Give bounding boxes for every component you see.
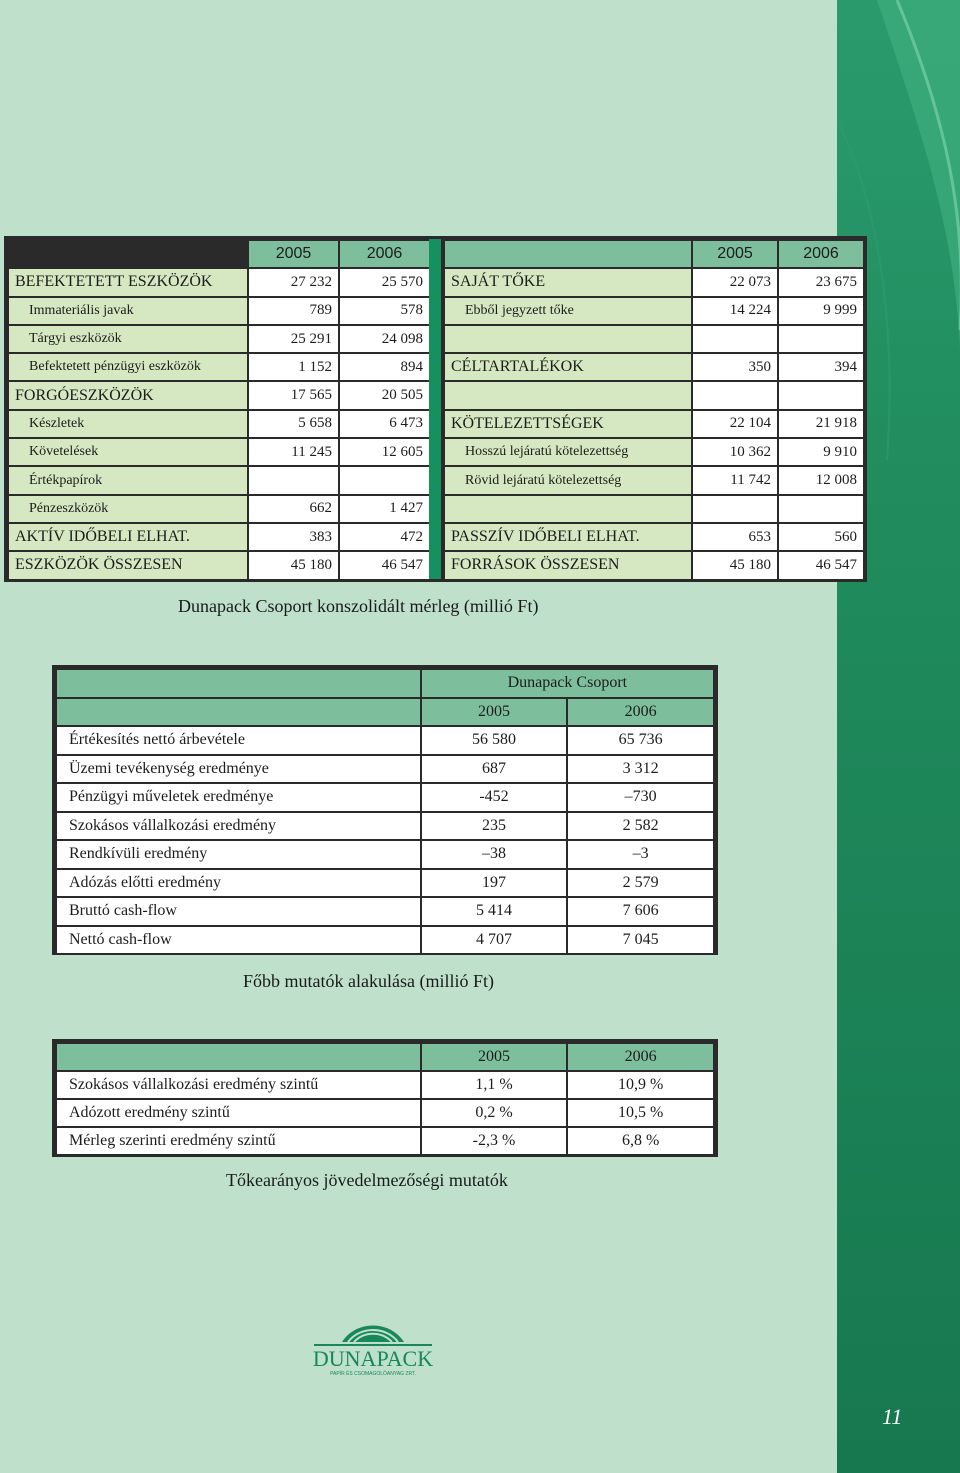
table-row (57, 784, 713, 811)
table-row (9, 382, 429, 408)
value-cell: 46 547 (340, 552, 429, 578)
row-label (445, 496, 691, 522)
year-header: 2006 (568, 699, 713, 726)
value-cell: 3 312 (568, 756, 713, 783)
value-cell (779, 496, 863, 522)
side-panel (837, 0, 960, 1473)
value-cell: 1 427 (340, 496, 429, 522)
value-cell: 14 224 (693, 298, 777, 324)
value-cell: 25 291 (249, 326, 338, 352)
key-indicators-table (52, 665, 718, 955)
value-cell: 24 098 (340, 326, 429, 352)
row-label: Szokásos vállalkozási eredmény (57, 813, 420, 840)
value-cell: 4 707 (422, 927, 567, 954)
value-cell: 5 414 (422, 898, 567, 925)
table-row (445, 298, 863, 324)
row-label: Pénzeszközök (9, 496, 247, 522)
row-label: Követelések (9, 439, 247, 465)
row-label: FORGÓESZKÖZÖK (9, 382, 247, 408)
table-row (9, 326, 429, 352)
row-label: KÖTELEZETTSÉGEK (445, 411, 691, 437)
table-row (9, 439, 429, 465)
table-row (445, 382, 863, 408)
row-label: Immateriális javak (9, 298, 247, 324)
table-row (9, 496, 429, 522)
value-cell: 46 547 (779, 552, 863, 578)
value-cell: 65 736 (568, 727, 713, 754)
row-label: Készletek (9, 411, 247, 437)
value-cell: 653 (693, 524, 777, 550)
table-row (57, 927, 713, 954)
row-label: Nettó cash-flow (57, 927, 420, 954)
value-cell: 7 606 (568, 898, 713, 925)
row-label: Bruttó cash-flow (57, 898, 420, 925)
value-cell: 894 (340, 354, 429, 380)
row-label: AKTÍV IDŐBELI ELHAT. (9, 524, 247, 550)
year-header: 2005 (693, 241, 777, 267)
profitability-caption: Tőkearányos jövedelmezőségi mutatók (226, 1170, 508, 1190)
table-row (445, 269, 863, 295)
value-cell: 662 (249, 496, 338, 522)
value-cell (249, 467, 338, 493)
table-row (57, 1128, 713, 1154)
value-cell: -452 (422, 784, 567, 811)
value-cell: 1,1 % (422, 1072, 567, 1098)
value-cell: –3 (568, 841, 713, 868)
row-label: Befektetett pénzügyi eszközök (9, 354, 247, 380)
table-row (9, 467, 429, 493)
value-cell: 11 245 (249, 439, 338, 465)
value-cell: 20 505 (340, 382, 429, 408)
value-cell: 22 073 (693, 269, 777, 295)
svg-text:PAPÍR ÉS CSOMAGOLÓANYAG ZRT.: PAPÍR ÉS CSOMAGOLÓANYAG ZRT. (330, 1371, 416, 1377)
value-cell: 10 362 (693, 439, 777, 465)
value-cell: 45 180 (249, 552, 338, 578)
value-cell: –730 (568, 784, 713, 811)
year-header: 2005 (249, 241, 338, 267)
row-label: Értékpapírok (9, 467, 247, 493)
header-blank (57, 1044, 420, 1070)
table-row (9, 354, 429, 380)
row-label: CÉLTARTALÉKOK (445, 354, 691, 380)
row-label: Szokásos vállalkozási eredmény szintű (57, 1072, 420, 1098)
table-row (57, 727, 713, 754)
row-label: Rövid lejáratú kötelezettség (445, 467, 691, 493)
svg-text:DUNAPACK: DUNAPACK (312, 1346, 434, 1371)
liabilities-section (443, 239, 864, 581)
value-cell: 12 605 (340, 439, 429, 465)
value-cell: –38 (422, 841, 567, 868)
value-cell (693, 326, 777, 352)
header-blank (57, 699, 420, 726)
value-cell: 9 999 (779, 298, 863, 324)
value-cell: 235 (422, 813, 567, 840)
row-label: Értékesítés nettó árbevétele (57, 727, 420, 754)
value-cell (779, 326, 863, 352)
row-label: Tárgyi eszközök (9, 326, 247, 352)
value-cell: 10,9 % (568, 1072, 713, 1098)
value-cell: 27 232 (249, 269, 338, 295)
table-row (57, 870, 713, 897)
value-cell: 394 (779, 354, 863, 380)
row-label: Pénzügyi műveletek eredménye (57, 784, 420, 811)
value-cell: 25 570 (340, 269, 429, 295)
value-cell: 23 675 (779, 269, 863, 295)
value-cell: 56 580 (422, 727, 567, 754)
table-row (9, 298, 429, 324)
row-label: Adózott eredmény szintű (57, 1100, 420, 1126)
header-blank (9, 241, 247, 267)
value-cell: 2 579 (568, 870, 713, 897)
value-cell: 22 104 (693, 411, 777, 437)
value-cell: 1 152 (249, 354, 338, 380)
row-label: Üzemi tevékenység eredménye (57, 756, 420, 783)
year-header: 2005 (422, 699, 567, 726)
value-cell: 17 565 (249, 382, 338, 408)
row-label (445, 382, 691, 408)
value-cell: 6 473 (340, 411, 429, 437)
column-separator (429, 239, 441, 579)
table-row (445, 354, 863, 380)
table-row (57, 813, 713, 840)
value-cell: 6,8 % (568, 1128, 713, 1154)
value-cell: 10,5 % (568, 1100, 713, 1126)
balance-sheet-caption: Dunapack Csoport konszolidált mérleg (millió Ft) (178, 596, 539, 616)
row-label: SAJÁT TŐKE (445, 269, 691, 295)
value-cell: 2 582 (568, 813, 713, 840)
row-label: Ebből jegyzett tőke (445, 298, 691, 324)
table-row (9, 269, 429, 295)
value-cell: 12 008 (779, 467, 863, 493)
indicators-caption: Főbb mutatók alakulása (millió Ft) (243, 971, 494, 991)
assets-section (7, 239, 427, 581)
dunapack-logo (306, 1318, 440, 1378)
table-row (9, 524, 429, 550)
table-row (57, 1072, 713, 1098)
table-row (445, 326, 863, 352)
year-header: 2006 (568, 1044, 713, 1070)
page-number: 11 (882, 1404, 903, 1429)
row-label: Adózás előtti eredmény (57, 870, 420, 897)
row-label: Mérleg szerinti eredmény szintű (57, 1128, 420, 1154)
row-label: Hosszú lejáratú kötelezettség (445, 439, 691, 465)
value-cell (779, 382, 863, 408)
row-label: BEFEKTETETT ESZKÖZÖK (9, 269, 247, 295)
value-cell: 383 (249, 524, 338, 550)
value-cell: 45 180 (693, 552, 777, 578)
row-label (445, 326, 691, 352)
year-header: 2006 (340, 241, 429, 267)
table-row (445, 524, 863, 550)
table-row (445, 467, 863, 493)
row-label: PASSZÍV IDŐBELI ELHAT. (445, 524, 691, 550)
value-cell: 578 (340, 298, 429, 324)
table-row (57, 1100, 713, 1126)
row-label: Rendkívüli eredmény (57, 841, 420, 868)
table-row (445, 411, 863, 437)
value-cell: 0,2 % (422, 1100, 567, 1126)
leaf-decoration (837, 0, 960, 1473)
value-cell: 5 658 (249, 411, 338, 437)
value-cell (693, 382, 777, 408)
value-cell: 197 (422, 870, 567, 897)
value-cell: 11 742 (693, 467, 777, 493)
row-label: ESZKÖZÖK ÖSSZESEN (9, 552, 247, 578)
profitability-table (52, 1039, 718, 1157)
row-label: FORRÁSOK ÖSSZESEN (445, 552, 691, 578)
value-cell: 350 (693, 354, 777, 380)
value-cell: 687 (422, 756, 567, 783)
value-cell: 21 918 (779, 411, 863, 437)
group-header: Dunapack Csoport (422, 670, 713, 697)
table-row (445, 439, 863, 465)
header-blank (445, 241, 691, 267)
table-row (57, 898, 713, 925)
balance-sheet-table (4, 236, 867, 582)
value-cell: -2,3 % (422, 1128, 567, 1154)
year-header: 2006 (779, 241, 863, 267)
value-cell: 789 (249, 298, 338, 324)
table-row (57, 756, 713, 783)
year-header: 2005 (422, 1044, 567, 1070)
value-cell (340, 467, 429, 493)
table-row (57, 841, 713, 868)
value-cell: 472 (340, 524, 429, 550)
table-row (9, 411, 429, 437)
table-row (9, 552, 429, 578)
value-cell (693, 496, 777, 522)
value-cell: 9 910 (779, 439, 863, 465)
value-cell: 560 (779, 524, 863, 550)
header-blank (57, 670, 420, 697)
table-row (445, 496, 863, 522)
table-row (445, 552, 863, 578)
value-cell: 7 045 (568, 927, 713, 954)
